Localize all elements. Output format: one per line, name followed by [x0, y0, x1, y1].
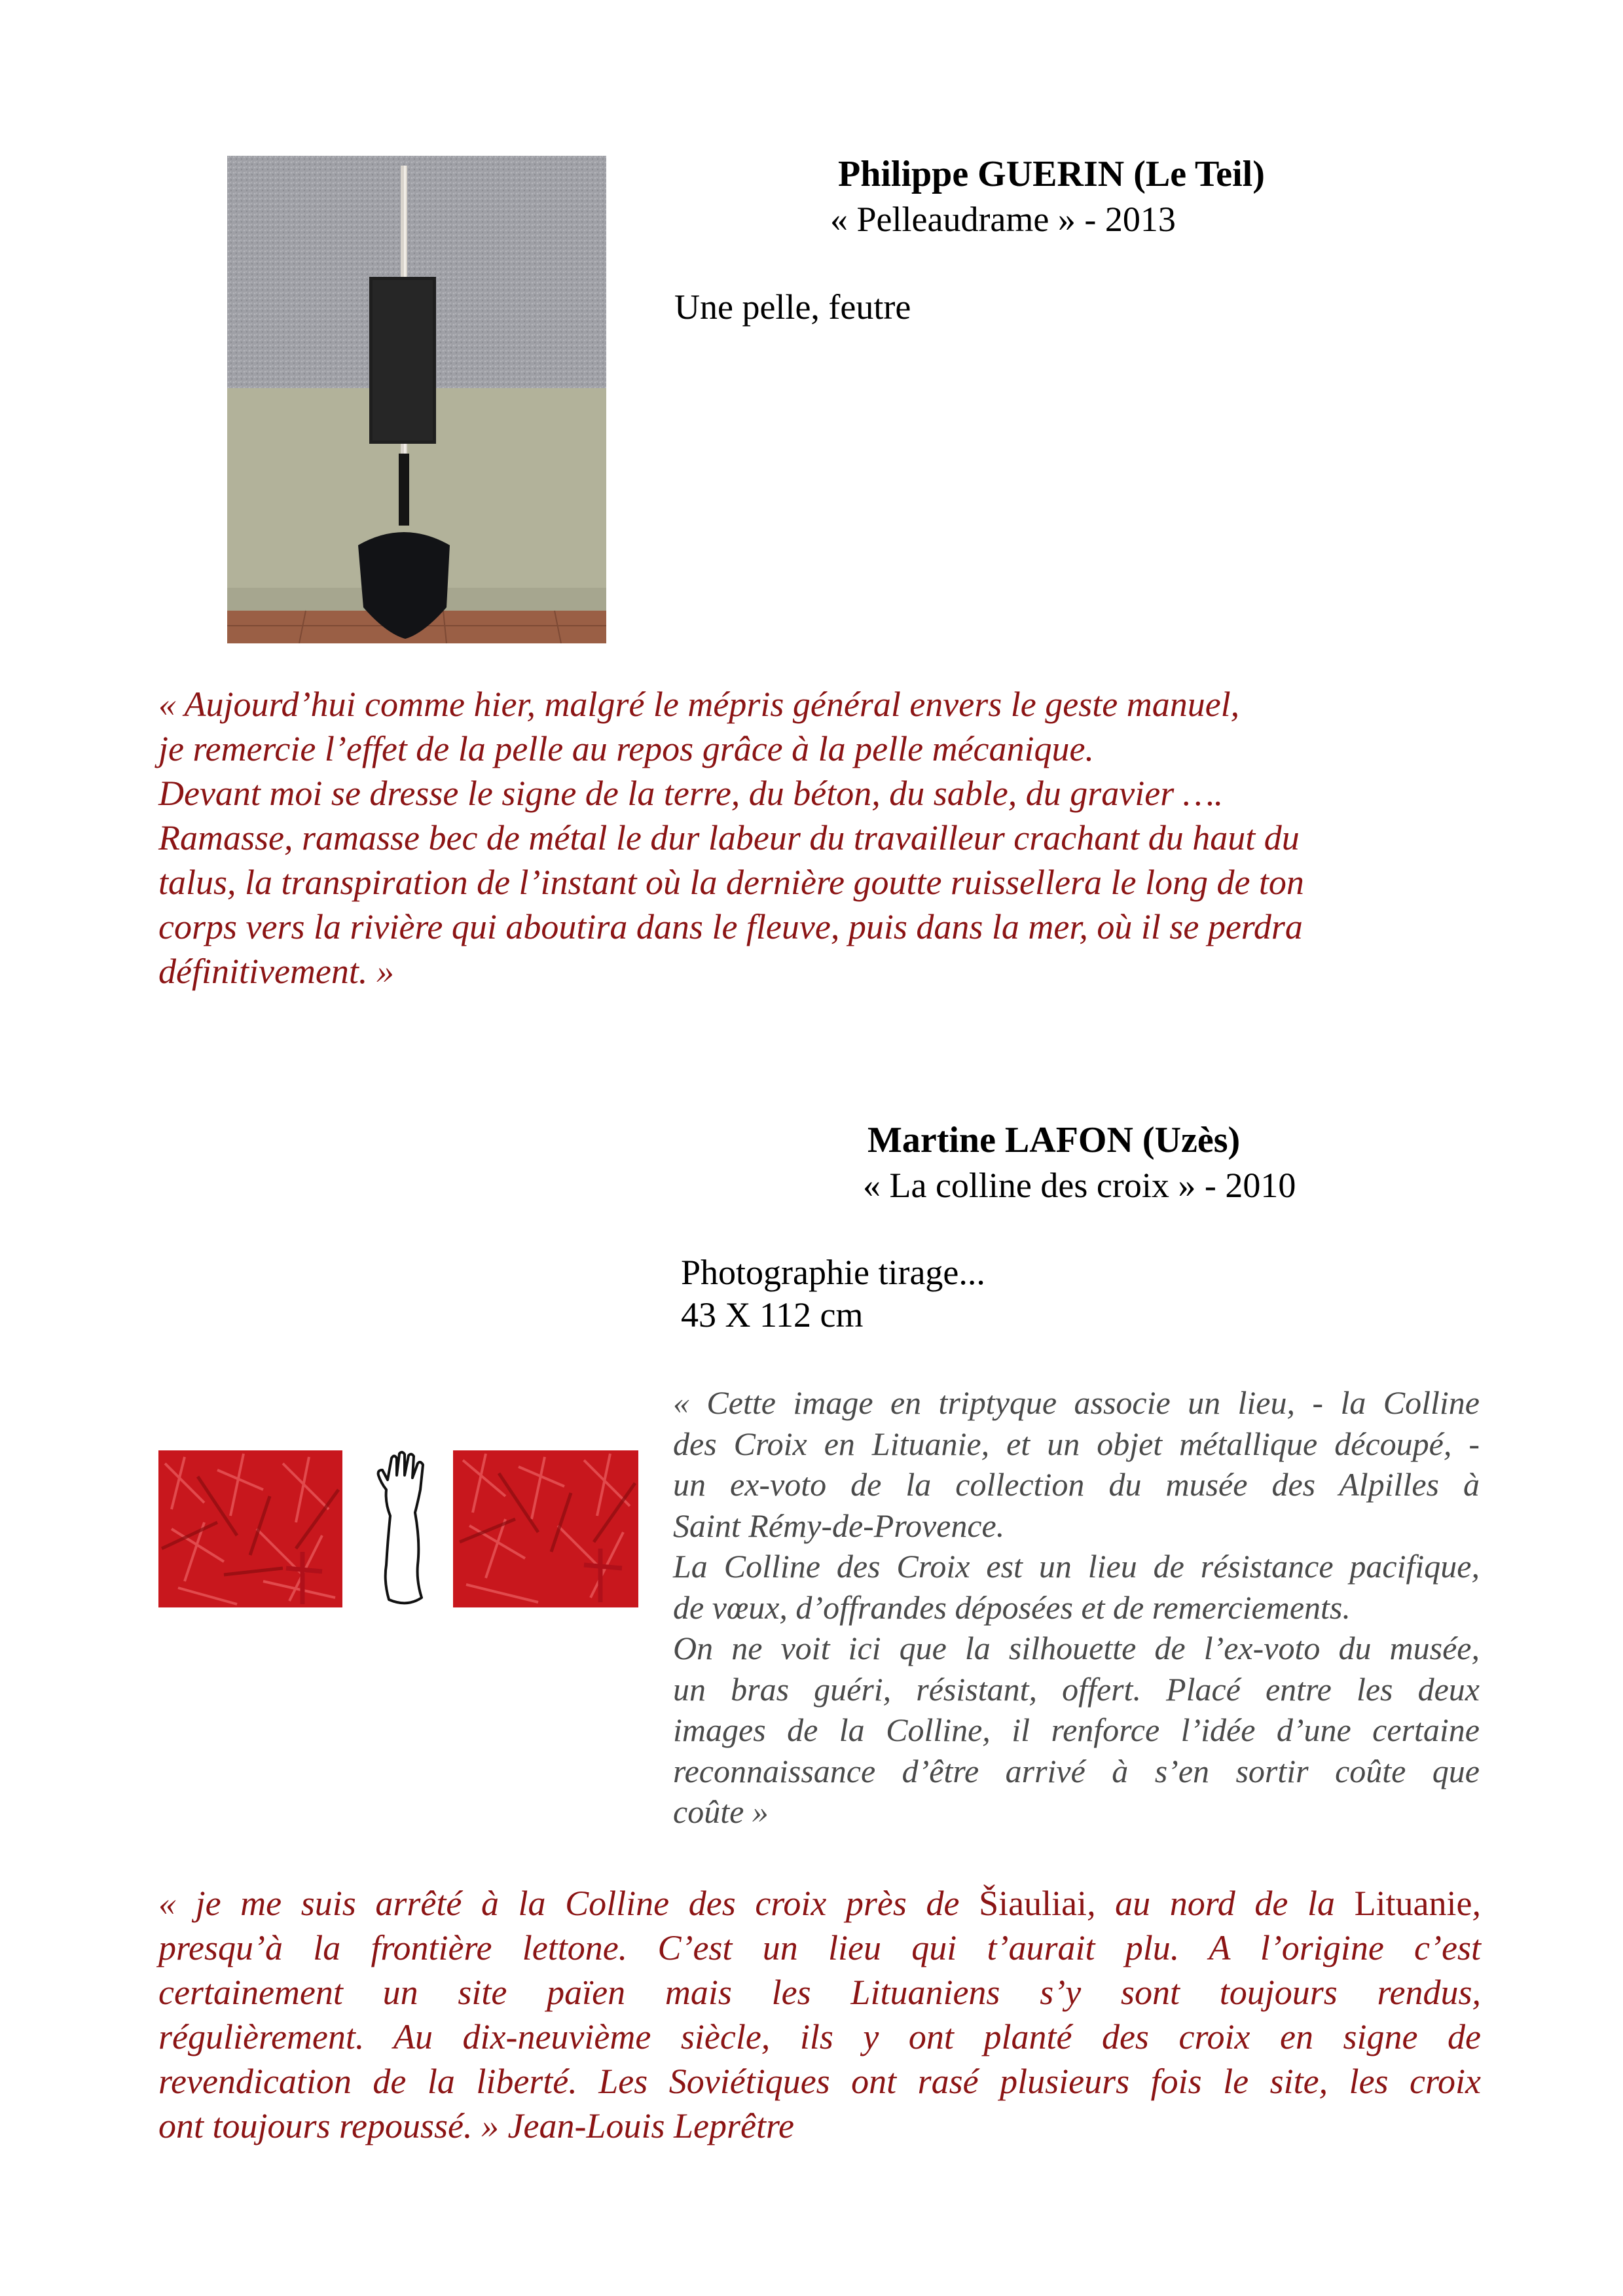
- work-description: [673, 1382, 1480, 1833]
- description-line: des Croix en Lituanie, et un objet métallique découpé, -: [673, 1425, 1480, 1462]
- description-line: reconnaissance d’être arrivé à s’en sortir coûte que: [673, 1752, 1480, 1789]
- quote-line: définitivement. »: [158, 952, 394, 991]
- quote-line: revendication de la liberté. Les Soviétiques ont rasé plusieurs fois le site, les croix: [158, 2062, 1481, 2101]
- quote-line: régulièrement. Au dix-neuvième siècle, ils y ont planté des croix en signe de: [158, 2017, 1481, 2056]
- triptych-right-panel: [453, 1450, 638, 1607]
- quote-line: presqu’à la frontière lettone. C’est un lieu qui t’aurait plu. A l’origine c’est: [158, 1928, 1481, 1967]
- quote-line: ont toujours repoussé. » Jean-Louis Leprêtre: [158, 2106, 794, 2145]
- artist-name: Martine LAFON (Uzès): [867, 1120, 1241, 1160]
- quote-line: Devant moi se dresse le signe de la terre, du béton, du sable, du gravier ….: [158, 774, 1224, 813]
- description-line: un ex-voto de la collection du musée des Alpilles à: [673, 1466, 1480, 1503]
- description-line: images de la Colline, il renforce l’idée d’une certaine: [673, 1712, 1480, 1748]
- description-line: On ne voit ici que la silhouette de l’ex-voto du musée,: [673, 1630, 1480, 1666]
- quote-text: ,: [1472, 1884, 1481, 1923]
- description-line: « Cette image en triptyque associe un lieu, - la Colline: [673, 1384, 1480, 1421]
- description-line: un bras guéri, résistant, offert. Placé entre les deux: [673, 1670, 1480, 1708]
- artist-name: Philippe GUERIN (Le Teil): [838, 154, 1265, 194]
- work-title: « La colline des croix » - 2010: [863, 1166, 1296, 1205]
- place-name-lituanie: Lituanie: [1354, 1884, 1472, 1923]
- work-title: « Pelleaudrame » - 2013: [830, 200, 1176, 239]
- quote-text: , au nord de la: [1087, 1884, 1355, 1923]
- work-medium: Photographie tirage...: [681, 1253, 985, 1292]
- shovel-photo: [227, 156, 606, 643]
- quote-line: [158, 1881, 1481, 1926]
- quote-line: « Aujourd’hui comme hier, malgré le mépris général envers le geste manuel,: [158, 685, 1240, 724]
- triptych-left-panel: [158, 1450, 342, 1607]
- artist-quote: [158, 682, 1402, 994]
- quote-line: corps vers la rivière qui aboutira dans le fleuve, puis dans la mer, où il se perdra: [158, 907, 1303, 946]
- work-medium: Une pelle, feutre: [674, 287, 911, 327]
- quote-text: « je me suis arrêté à la Colline des croix près de: [158, 1884, 979, 1923]
- quote-line: je remercie l’effet de la pelle au repos grâce à la pelle mécanique.: [158, 729, 1094, 768]
- quote-line: talus, la transpiration de l’instant où la dernière goutte ruissellera le long de ton: [158, 863, 1304, 902]
- description-line: de vœux, d’offrandes déposées et de remerciements.: [673, 1588, 1351, 1626]
- place-name-siauliai: Šiauliai: [979, 1884, 1087, 1923]
- letter-quote: [158, 1881, 1481, 2148]
- description-line: Saint Rémy-de-Provence.: [673, 1507, 1005, 1544]
- description-line: coûte »: [673, 1793, 769, 1830]
- quote-line: Ramasse, ramasse bec de métal le dur labeur du travailleur crachant du haut du: [158, 818, 1300, 857]
- ex-voto-arm-silhouette: [361, 1450, 447, 1607]
- work-dimensions: 43 X 112 cm: [681, 1295, 864, 1335]
- description-line: La Colline des Croix est un lieu de résistance pacifique,: [673, 1548, 1480, 1585]
- quote-line: certainement un site païen mais les Lituaniens s’y sont toujours rendus,: [158, 1973, 1481, 2012]
